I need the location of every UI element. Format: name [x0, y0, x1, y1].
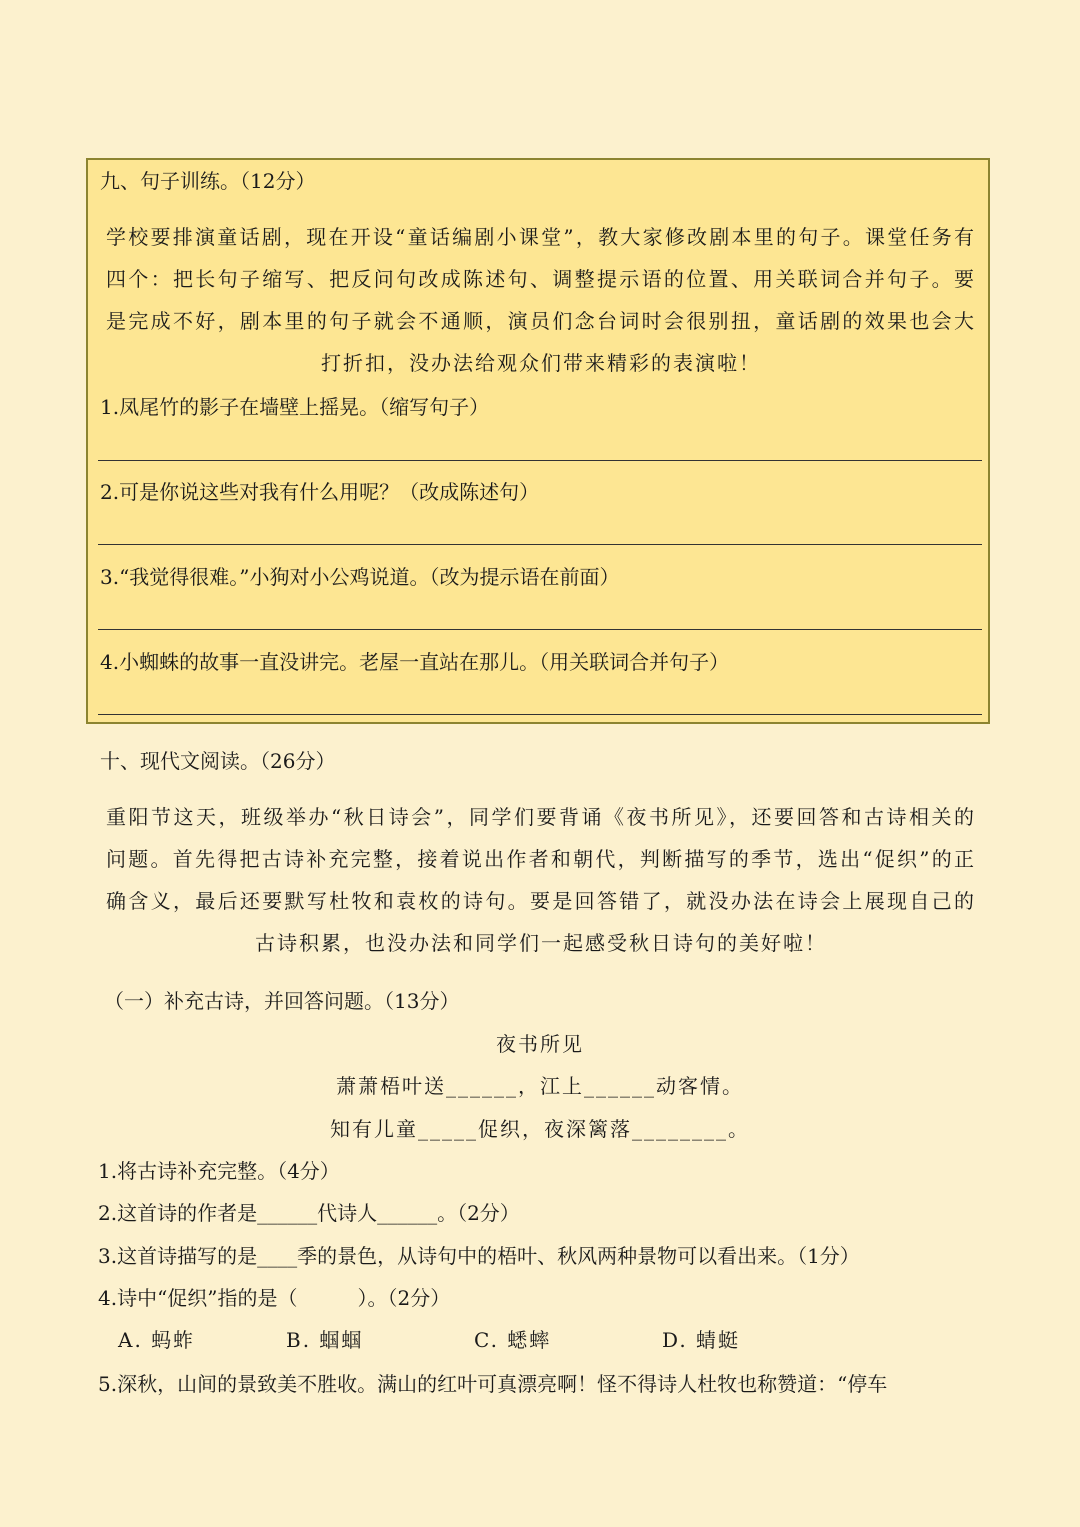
s9-question-4: 4.小蜘蛛的故事一直没讲完。老屋一直站在那儿。（用关联词合并句子） [100, 650, 730, 674]
s9-answer-line-2[interactable] [98, 544, 982, 545]
poem-line-2: 知有儿童_____促织，夜深篱落________。 [330, 1117, 750, 1141]
poem-title: 夜书所见 [496, 1032, 584, 1056]
part1-title: （一）补充古诗，并回答问题。（13分） [104, 989, 460, 1013]
s10-question-3: 3.这首诗描写的是____季的景色，从诗句中的梧叶、秋风两种景物可以看出来。（1分） [98, 1244, 860, 1268]
s10-question-1: 1.将古诗补充完整。（4分） [98, 1159, 340, 1183]
s10-question-2: 2.这首诗的作者是______代诗人______。（2分） [98, 1201, 520, 1225]
s10-question-5: 5.深秋，山间的景致美不胜收。满山的红叶可真漂亮啊！怪不得诗人杜牧也称赞道：“停车 [98, 1372, 888, 1396]
option-d[interactable]: D. 蜻蜓 [662, 1328, 741, 1352]
s9-question-1: 1.凤尾竹的影子在墙壁上摇晃。（缩写句子） [100, 395, 490, 419]
s9-answer-line-4[interactable] [98, 714, 982, 715]
section10-title: 十、现代文阅读。（26分） [100, 749, 336, 773]
s9-question-3: 3.“我觉得很难。”小狗对小公鸡说道。（改为提示语在前面） [100, 565, 620, 589]
section10-intro: 重阳节这天，班级举办“秋日诗会”，同学们要背诵《夜书所见》，还要回答和古诗相关的问题。首先得把古诗补充完整，接着说出作者和朝代，判断描写的季节，选出“促织”的正确含义，最后还要默写杜牧和袁枚的诗句。要是回答错了，就没办法在诗会上展现自己的古诗积累，也没办法和同学们一起感受秋日诗句的美好啦！ [106, 805, 976, 955]
option-a[interactable]: A. 蚂蚱 [118, 1328, 196, 1352]
option-c[interactable]: C. 蟋蟀 [474, 1328, 552, 1352]
s9-question-2: 2.可是你说这些对我有什么用呢？（改成陈述句） [100, 480, 540, 504]
section9-title: 九、句子训练。（12分） [100, 169, 316, 193]
poem-line-1: 萧萧梧叶送______，江上______动客情。 [336, 1074, 744, 1098]
s9-answer-line-1[interactable] [98, 460, 982, 461]
option-b[interactable]: B. 蝈蝈 [286, 1328, 364, 1352]
s9-answer-line-3[interactable] [98, 629, 982, 630]
s10-question-4: 4.诗中“促织”指的是（ ）。（2分） [98, 1286, 451, 1310]
section9-intro: 学校要排演童话剧，现在开设“童话编剧小课堂”，教大家修改剧本里的句子。课堂任务有四个：把长句子缩写、把反问句改成陈述句、调整提示语的位置、用关联词合并句子。要是完成不好，剧本里的句子就会不通顺，演员们念台词时会很别扭，童话剧的效果也会大打折扣，没办法给观众们带来精彩的表演啦！ [106, 225, 976, 375]
